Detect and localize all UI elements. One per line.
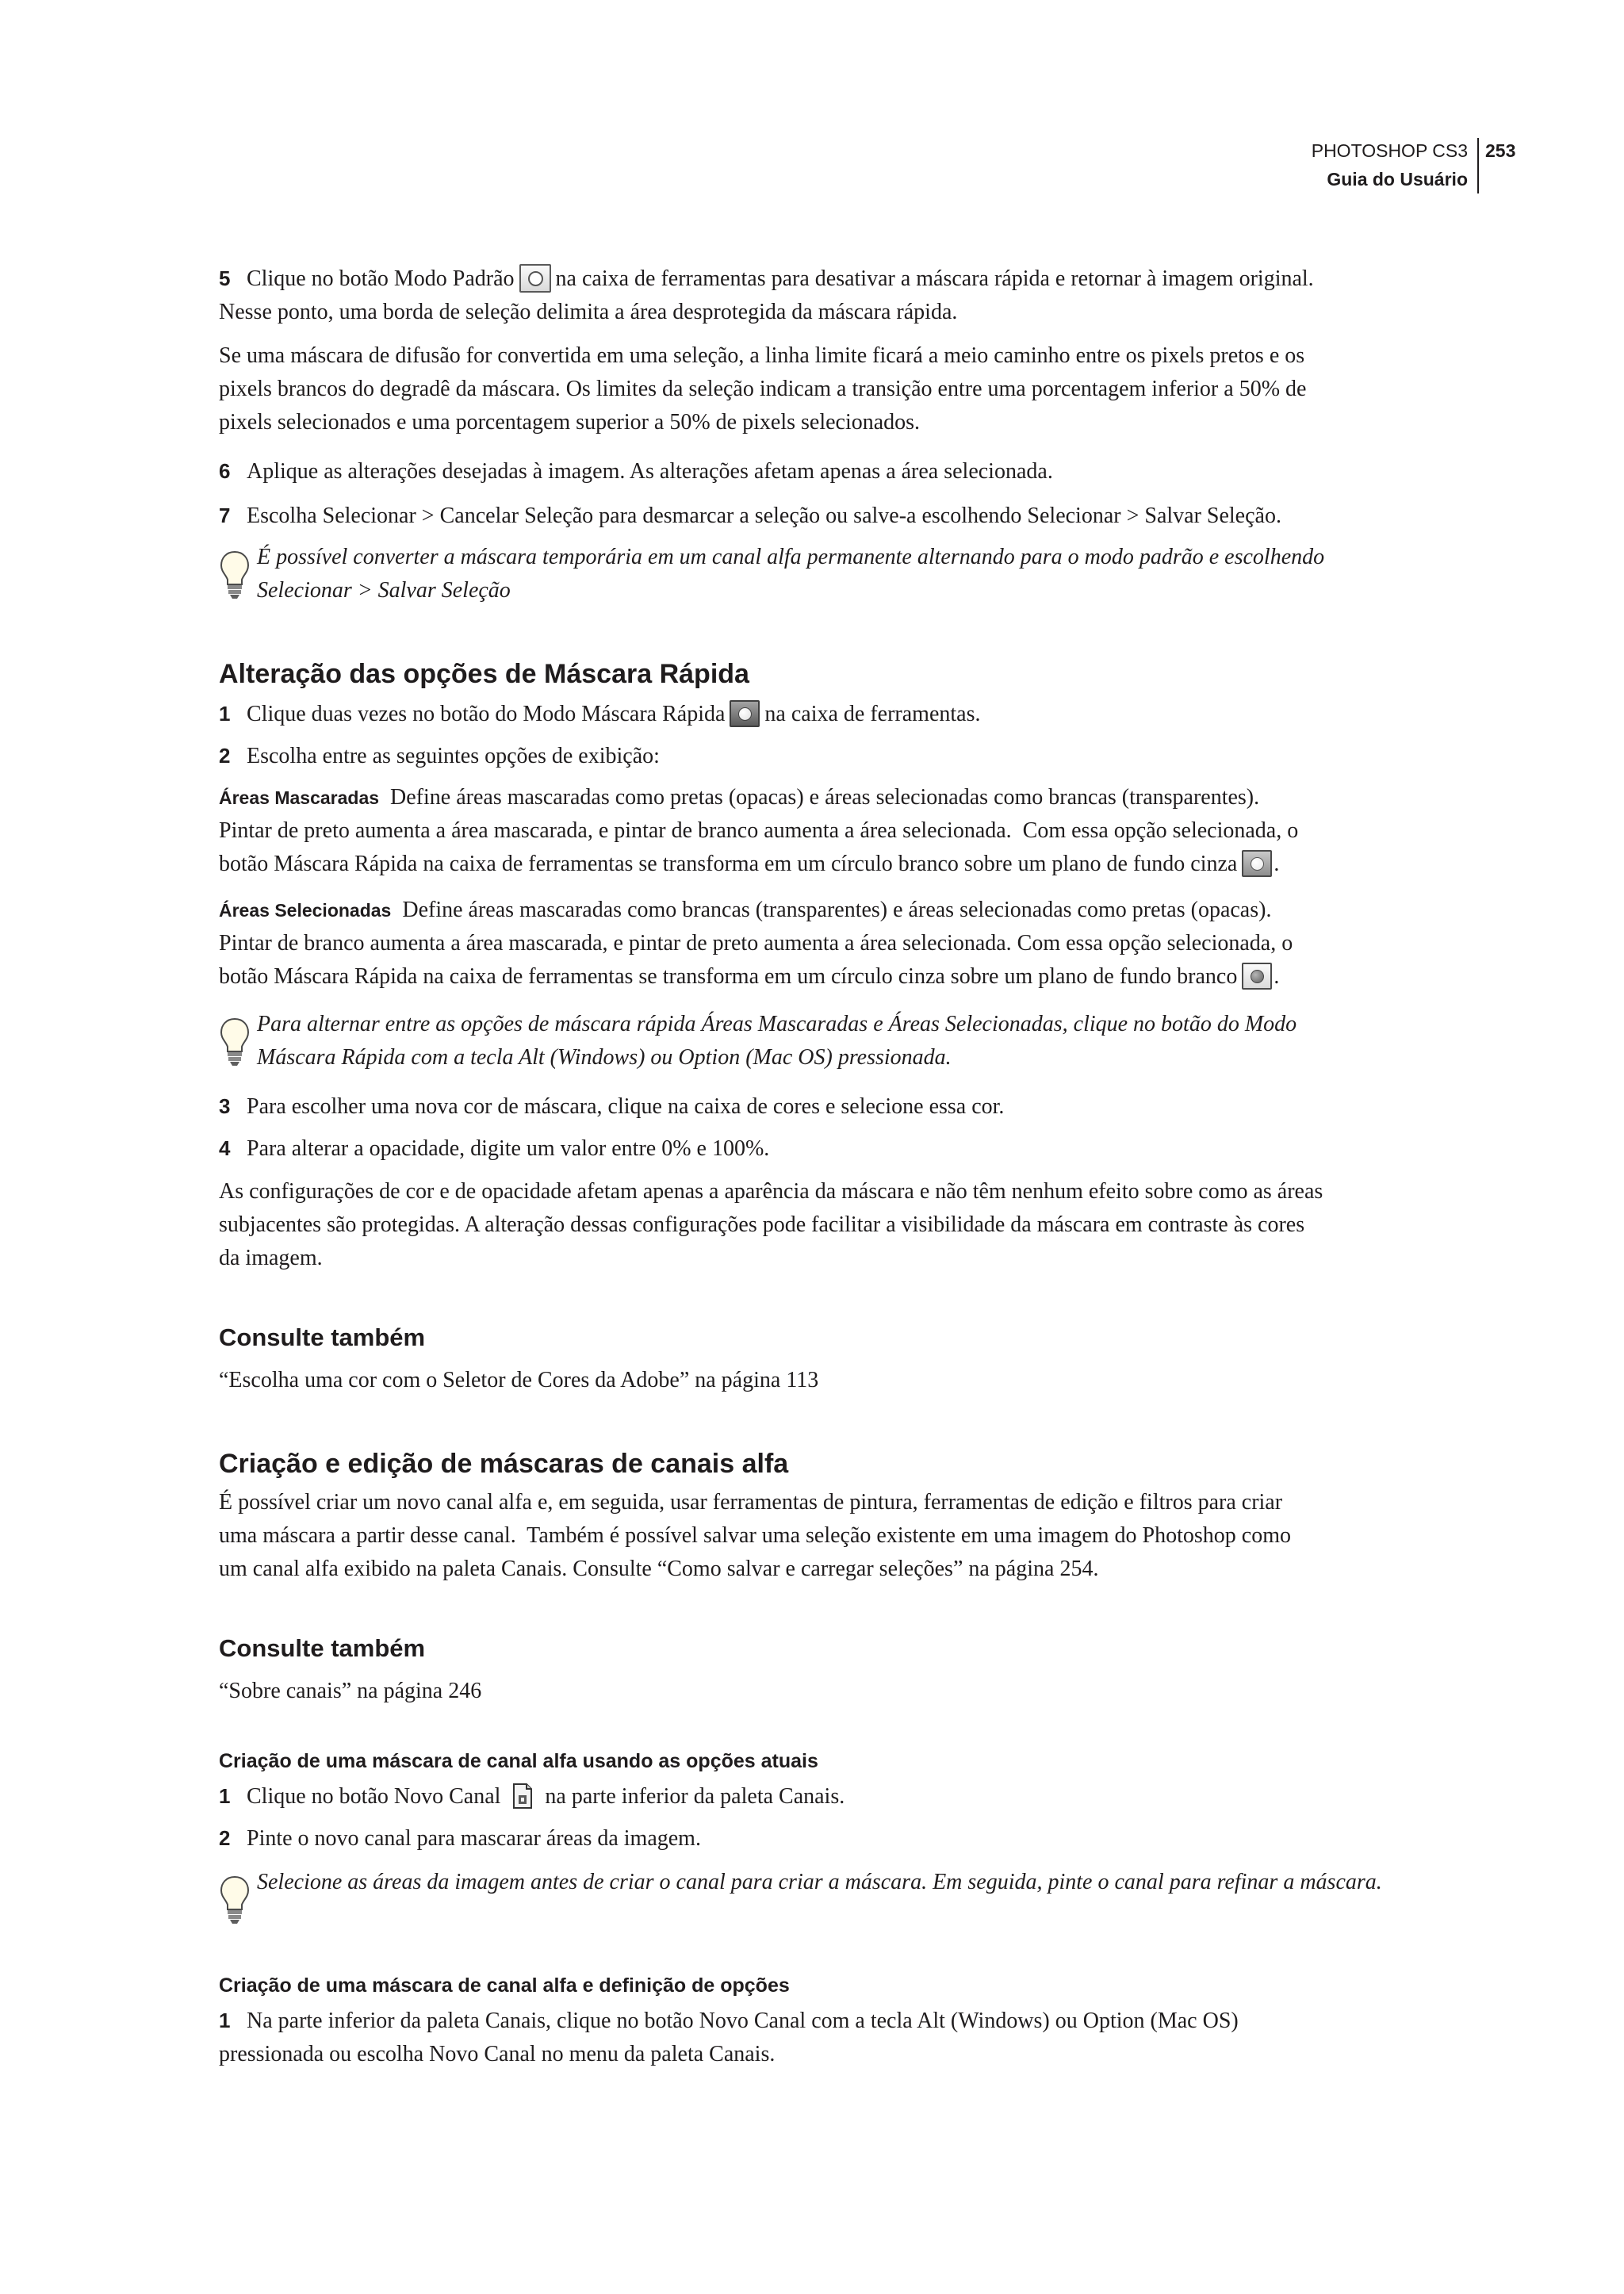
step-number: 7 [219, 504, 231, 527]
tip-line: Máscara Rápida com a tecla Alt (Windows) ou Option (Mac OS) pressionada. [257, 1045, 952, 1070]
step-3-line [219, 1090, 1004, 1124]
options-step-1 [219, 697, 980, 731]
definition-line [219, 894, 1293, 927]
step-number: 2 [219, 744, 231, 768]
step-5-line-2: Nesse ponto, uma borda de seleção delimita a área desprotegida da máscara rápida. [219, 300, 958, 324]
definition-line [219, 960, 1293, 994]
paragraph-line: da imagem. [219, 1246, 323, 1270]
quick-mask-mode-icon-dot [738, 707, 752, 721]
standard-mode-icon [519, 264, 551, 293]
step-7 [219, 499, 1281, 533]
standard-mode-icon-ring [528, 271, 543, 286]
definition-text: Define áreas mascaradas como pretas (opacas) e áreas selecionadas como brancas (transparentes). [390, 785, 1260, 810]
current-options-step-1 [219, 1779, 845, 1813]
options-step-2 [219, 739, 660, 773]
options-step-3 [219, 1090, 1004, 1124]
see-also-link[interactable]: “Escolha uma cor com o Seletor de Cores da Adobe” na página 113 [219, 1368, 819, 1392]
options-note-paragraph [219, 1175, 1323, 1275]
gray-circle-on-white-icon-dot [1251, 970, 1264, 983]
definition-term: Áreas Mascaradas [219, 787, 380, 808]
options-step-4 [219, 1132, 769, 1166]
paragraph-line: Se uma máscara de difusão for convertida em uma seleção, a linha limite ficará a meio caminho entre os pixels pretos e os [219, 343, 1305, 368]
step-number: 5 [219, 266, 231, 290]
tip-toggle-options [219, 1008, 1297, 1074]
header-divider [1477, 138, 1479, 193]
paragraph-line: subjacentes são protegidas. A alteração dessas configurações pode facilitar a visibilidade da máscara em contraste às cores [219, 1212, 1305, 1237]
definition-line [219, 848, 1298, 881]
tip-line: Selecionar > Salvar Seleção [257, 578, 511, 603]
lightbulb-tip-icon [219, 550, 251, 599]
step-text: na parte inferior da paleta Canais. [545, 1784, 845, 1809]
step-text: Escolha Selecionar > Cancelar Seleção para desmarcar a seleção ou salve-a escolhendo Selecionar > Salvar Seleção. [247, 504, 1281, 528]
step-1-line [219, 1779, 845, 1813]
definition-term: Áreas Selecionadas [219, 900, 392, 921]
step-text: Escolha entre as seguintes opções de exibição: [247, 744, 660, 768]
paragraph-line: É possível criar um novo canal alfa e, em seguida, usar ferramentas de pintura, ferramentas de edição e filtros para criar [219, 1490, 1283, 1515]
definition-line [219, 781, 1298, 814]
tip-line: Para alternar entre as opções de máscara rápida Áreas Mascaradas e Áreas Selecionadas, clique no botão do Modo [257, 1012, 1297, 1036]
gray-circle-on-white-icon [1242, 963, 1272, 990]
definition-line: Pintar de branco aumenta a área mascarada, e pintar de preto aumenta a área selecionada. Com essa opção selecionada, o [219, 931, 1293, 956]
white-circle-on-gray-icon-dot [1251, 857, 1264, 871]
lightbulb-tip-icon [219, 1875, 251, 1924]
definition-text: Define áreas mascaradas como brancas (transparentes) e áreas selecionadas como pretas (opacas). [402, 898, 1272, 922]
definition-text: . [1274, 964, 1280, 989]
step-text: Para alterar a opacidade, digite um valor entre 0% e 100%. [247, 1136, 770, 1161]
step-text: na caixa de ferramentas para desativar a máscara rápida e retornar à imagem original. [555, 266, 1314, 291]
paragraph-line: pixels selecionados e uma porcentagem superior a 50% de pixels selecionados. [219, 410, 921, 435]
step-text: Para escolher uma nova cor de máscara, clique na caixa de cores e selecione essa cor. [247, 1094, 1005, 1119]
step-number: 2 [219, 1826, 231, 1850]
tip-line: É possível converter a máscara temporária em um canal alfa permanente alternando para o modo padrão e escolhendo [257, 545, 1325, 569]
subsection-heading: Criação de uma máscara de canal alfa e definição de opções [219, 1974, 790, 1997]
step-number: 6 [219, 459, 231, 483]
step-1-line [219, 697, 980, 731]
step-number: 1 [219, 702, 231, 726]
step-number: 4 [219, 1136, 231, 1160]
step-number: 1 [219, 2009, 231, 2032]
definition-selected-areas [219, 894, 1293, 994]
step-text: Clique duas vezes no botão do Modo Máscara Rápida [247, 702, 726, 726]
page-number: 253 [1485, 140, 1516, 161]
running-header-product: PHOTOSHOP CS3 [1311, 140, 1468, 161]
paragraph-line: uma máscara a partir desse canal. Também é possível salvar uma seleção existente em uma imagem do Photoshop como [219, 1523, 1291, 1548]
step-text: Clique no botão Modo Padrão [247, 266, 515, 291]
step-text: Aplique as alterações desejadas à imagem. As alterações afetam apenas a área selecionada. [247, 459, 1053, 484]
tip-select-before-channel [219, 1866, 1382, 1899]
feather-note-paragraph [219, 339, 1306, 439]
step-2-line [219, 1821, 701, 1855]
paragraph-line: um canal alfa exibido na paleta Canais. Consulte “Como salvar e carregar seleções” na página 254. [219, 1557, 1099, 1581]
step-7-line [219, 499, 1281, 533]
see-also-block [219, 1364, 818, 1397]
step-2-line [219, 739, 660, 773]
see-also-heading: Consulte também [219, 1323, 426, 1351]
step-1-line [219, 2004, 1239, 2038]
step-text: Na parte inferior da paleta Canais, clique no botão Novo Canal com a tecla Alt (Windows) ou Option (Mac OS) [247, 2009, 1239, 2033]
paragraph-line: pixels brancos do degradê da máscara. Os limites da seleção indicam a transição entre uma porcentagem inferior a 50% de [219, 377, 1307, 401]
step-1-line-2: pressionada ou escolha Novo Canal no menu da paleta Canais. [219, 2042, 776, 2066]
step-6 [219, 454, 1053, 488]
section-heading: Criação e edição de máscaras de canais alfa [219, 1449, 789, 1479]
tip-line: Selecione as áreas da imagem antes de criar o canal para criar a máscara. Em seguida, pinte o canal para refinar a máscara. [257, 1870, 1382, 1894]
step-number: 1 [219, 1784, 231, 1808]
definition-text: . [1274, 852, 1280, 876]
tip-convert-mask [219, 541, 1324, 607]
see-also-heading: Consulte também [219, 1634, 426, 1662]
quick-mask-mode-icon [730, 700, 760, 727]
step-number: 3 [219, 1094, 231, 1118]
subsection-heading: Criação de uma máscara de canal alfa usando as opções atuais [219, 1750, 818, 1772]
set-options-step-1 [219, 2004, 1239, 2071]
running-header-guide-title: Guia do Usuário [1327, 169, 1468, 190]
paragraph-line: As configurações de cor e de opacidade afetam apenas a aparência da máscara e não têm nenhum efeito sobre como as áreas [219, 1179, 1323, 1204]
definition-line: Pintar de preto aumenta a área mascarada, e pintar de branco aumenta a área selecionada. Com essa opção selecionada, o [219, 818, 1299, 843]
step-5-line-1 [219, 262, 1314, 296]
step-6-line [219, 454, 1053, 488]
see-also-block [219, 1675, 481, 1708]
new-channel-icon [510, 1782, 535, 1810]
white-circle-on-gray-icon [1242, 850, 1272, 877]
alpha-intro-paragraph [219, 1486, 1291, 1586]
see-also-link[interactable]: “Sobre canais” na página 246 [219, 1679, 482, 1703]
current-options-step-2 [219, 1821, 701, 1855]
definition-text: botão Máscara Rápida na caixa de ferramentas se transforma em um círculo cinza sobre um plano de fundo branco [219, 964, 1238, 989]
definition-masked-areas [219, 781, 1298, 881]
section-heading: Alteração das opções de Máscara Rápida [219, 659, 749, 689]
step-text: Pinte o novo canal para mascarar áreas da imagem. [247, 1826, 701, 1851]
step-text: Clique no botão Novo Canal [247, 1784, 501, 1809]
step-5 [219, 262, 1314, 329]
definition-text: botão Máscara Rápida na caixa de ferramentas se transforma em um círculo branco sobre um plano de fundo cinza [219, 852, 1238, 876]
step-4-line [219, 1132, 769, 1166]
lightbulb-tip-icon [219, 1017, 251, 1067]
step-text: na caixa de ferramentas. [764, 702, 981, 726]
